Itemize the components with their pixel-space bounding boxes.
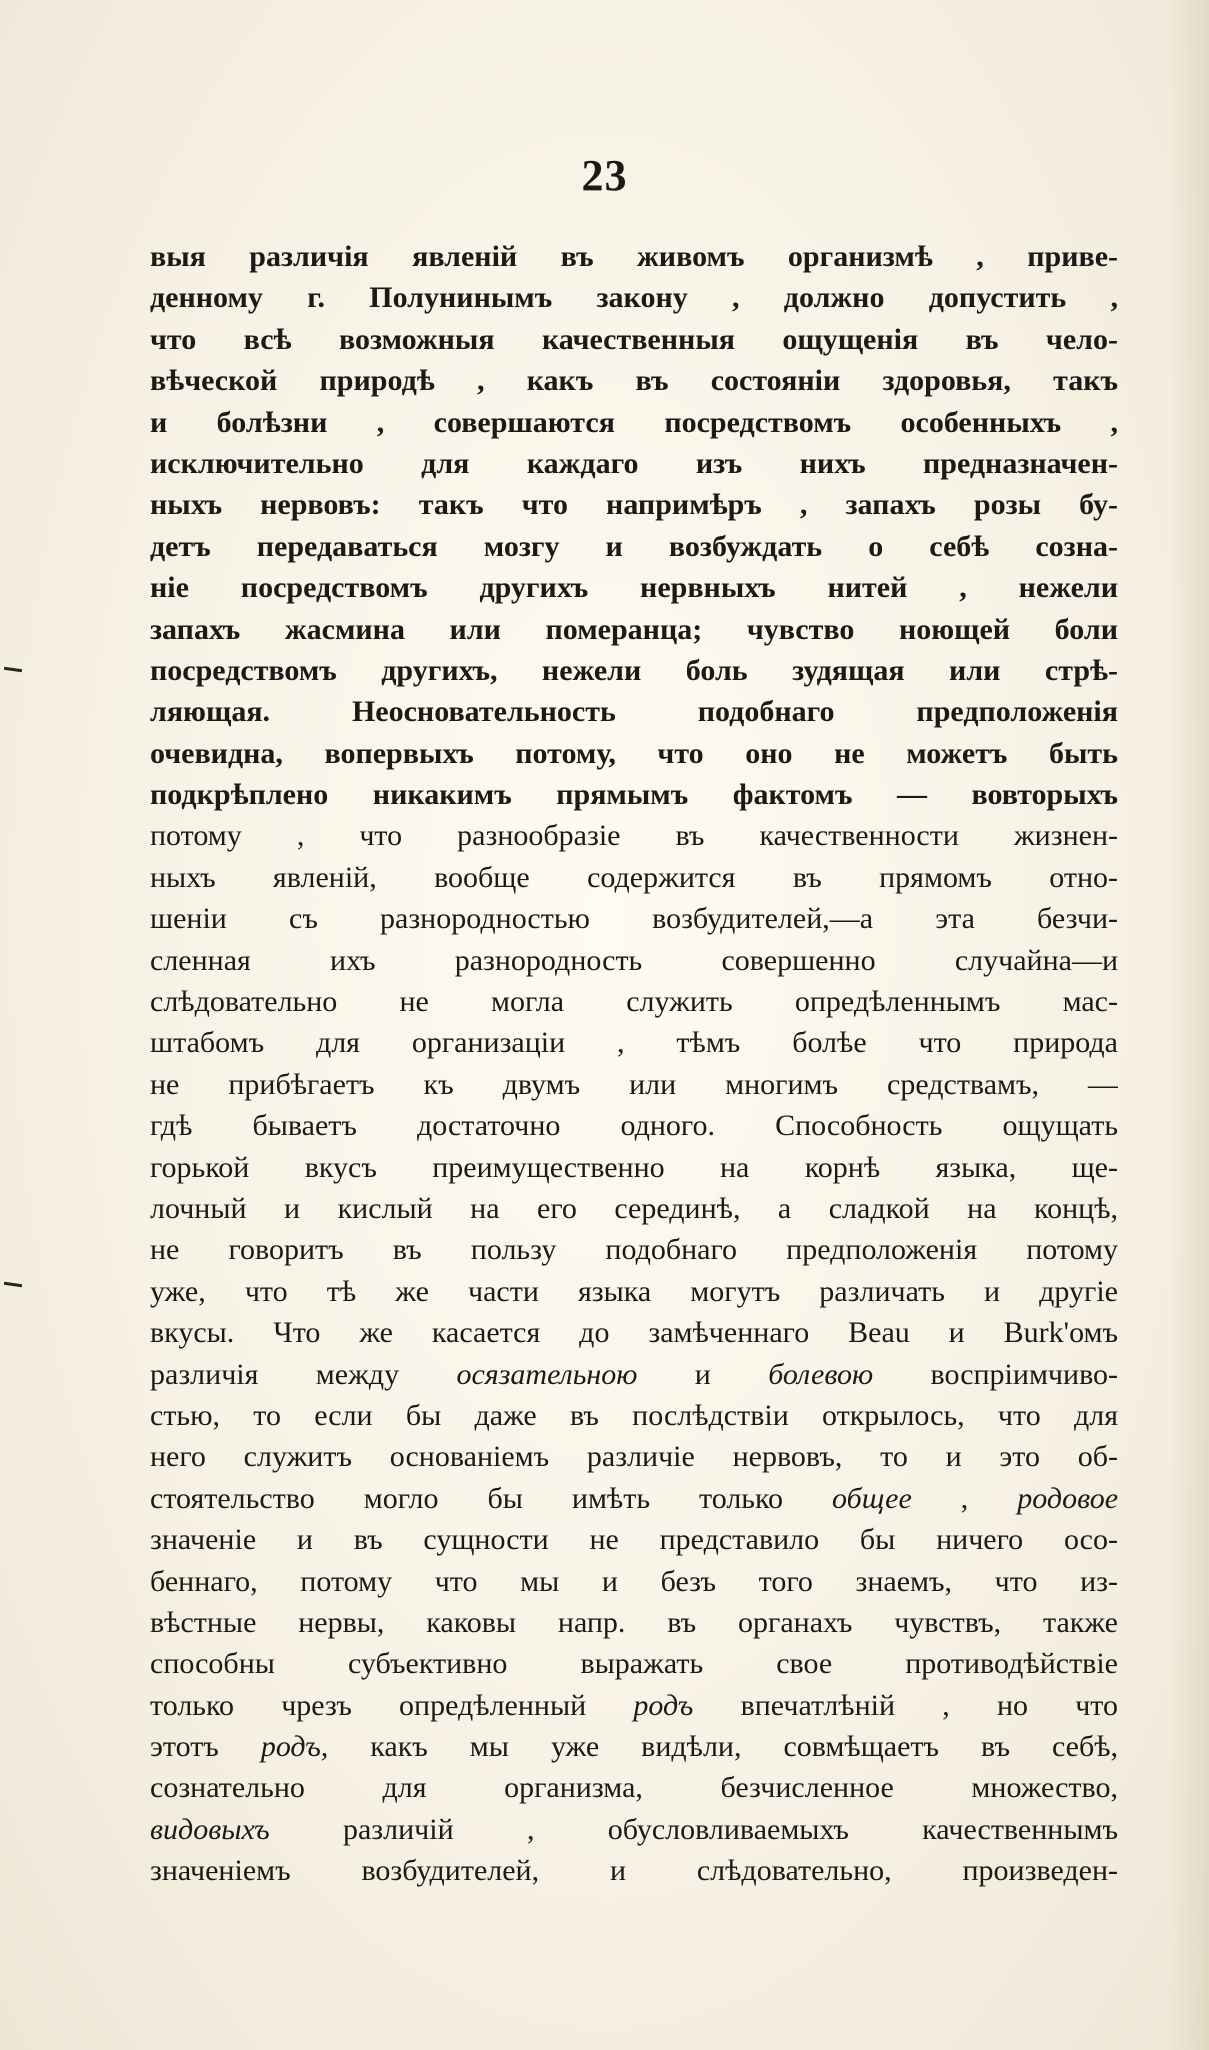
- line-text: штабомъ для организаціи , тѣмъ болѣе что природа: [150, 1026, 1118, 1060]
- line-text: вѣческой природѣ , какъ въ состояніи здоровья, такъ: [150, 364, 1118, 398]
- text-line: [150, 1519, 1118, 1560]
- text-line: [150, 1478, 1118, 1519]
- italic-text: родовое: [1017, 1481, 1118, 1515]
- line-text: этотъ: [150, 1730, 219, 1764]
- line-text: не говоритъ въ пользу подобнаго предположенія потому: [150, 1233, 1118, 1267]
- text-line: [150, 940, 1118, 981]
- italic-text: видовыхъ: [150, 1812, 270, 1846]
- line-text: ніе посредствомъ другихъ нервныхъ нитей , нежели: [150, 571, 1118, 605]
- text-line: [150, 691, 1118, 732]
- line-text: сознательно для организма, безчисленное множество,: [150, 1771, 1118, 1805]
- italic-text: болевою: [768, 1357, 874, 1391]
- line-text: не прибѣгаетъ къ двумъ или многимъ средствамъ, —: [150, 1067, 1118, 1101]
- line-text: вкусы. Что же касается до замѣченнаго Beau и Burk'омъ: [150, 1316, 1118, 1350]
- line-text: потому , что разнообразіе въ качественности жизнен-: [150, 819, 1118, 853]
- line-text: вѣстные нервы, каковы напр. въ органахъ чувствъ, также: [150, 1605, 1118, 1639]
- line-text: подкрѣплено никакимъ прямымъ фактомъ — вовторыхъ: [150, 778, 1118, 812]
- text-line: [150, 319, 1118, 360]
- line-text: денному г. Полунинымъ закону , должно допустить ,: [150, 281, 1118, 315]
- text-line: [150, 567, 1118, 608]
- text-line: [150, 1767, 1118, 1808]
- text-line: [150, 1022, 1118, 1063]
- text-line: [150, 484, 1118, 525]
- page-number: 23: [581, 151, 628, 200]
- text-line: [150, 857, 1118, 898]
- text-line: [150, 1395, 1118, 1436]
- line-text: только чрезъ опредѣленный: [150, 1688, 587, 1722]
- text-line: [150, 1064, 1118, 1105]
- line-text: впечатлѣній , но что: [740, 1688, 1118, 1722]
- line-text: уже, что тѣ же части языка могутъ различать и другіе: [150, 1274, 1118, 1308]
- line-text: ныхъ явленій, вообще содержится въ прямомъ отно-: [150, 860, 1118, 894]
- line-text: шеніи съ разнородностью возбудителей,—а эта безчи-: [150, 902, 1118, 936]
- margin-mark: [4, 667, 22, 672]
- italic-text: родъ: [633, 1688, 694, 1722]
- text-line: [150, 277, 1118, 318]
- text-line: [150, 1685, 1118, 1726]
- line-text: детъ передаваться мозгу и возбуждать о себѣ созна-: [150, 529, 1118, 563]
- text-line: [150, 650, 1118, 691]
- line-text: что всѣ возможныя качественныя ощущенія въ чело-: [150, 322, 1118, 356]
- text-line: [150, 733, 1118, 774]
- text-line: [150, 402, 1118, 443]
- line-text: него служитъ основаніемъ различіе нервовъ, то и это об-: [150, 1440, 1118, 1474]
- line-text: какъ мы уже видѣли, совмѣщаетъ въ себѣ,: [370, 1730, 1118, 1764]
- margin-mark: [4, 1282, 22, 1287]
- line-text: выя различія явленій въ живомъ организмѣ , приве-: [150, 240, 1118, 273]
- body-text: [150, 236, 1118, 1892]
- text-line: [150, 443, 1118, 484]
- line-text: воспріимчиво-: [930, 1357, 1118, 1391]
- line-text: ,: [960, 1481, 969, 1515]
- text-line: [150, 526, 1118, 567]
- text-line: [150, 360, 1118, 401]
- line-text: стоятельство могло бы имѣть только: [150, 1481, 784, 1515]
- text-line: [150, 898, 1118, 939]
- text-line: [150, 1850, 1118, 1891]
- line-text: ныхъ нервовъ: такъ что напримѣръ , запахъ розы бу-: [150, 488, 1118, 522]
- italic-text: общее: [832, 1481, 912, 1515]
- text-line: [150, 1602, 1118, 1643]
- line-text: значеніе и въ сущности не представило бы ничего осо-: [150, 1523, 1118, 1557]
- line-text: и: [694, 1357, 711, 1391]
- line-text: слѣдовательно не могла служить опредѣленнымъ мас-: [150, 985, 1118, 1019]
- italic-text: родъ,: [260, 1730, 329, 1764]
- text-line: [150, 1809, 1118, 1850]
- line-text: беннаго, потому что мы и безъ того знаемъ, что из-: [150, 1564, 1118, 1598]
- text-line: [150, 981, 1118, 1022]
- line-text: очевидна, вопервыхъ потому, что оно не можетъ быть: [150, 736, 1118, 770]
- text-line: [150, 815, 1118, 856]
- line-text: и болѣзни , совершаются посредствомъ особенныхъ ,: [150, 405, 1118, 439]
- text-line: [150, 1726, 1118, 1767]
- line-text: лочный и кислый на его серединѣ, а сладкой на концѣ,: [150, 1191, 1118, 1225]
- line-text: сленная ихъ разнородность совершенно случайна—и: [150, 943, 1118, 977]
- text-line: [150, 1147, 1118, 1188]
- text-line: [150, 1188, 1118, 1229]
- text-line: [150, 1229, 1118, 1270]
- text-line: [150, 236, 1118, 277]
- text-line: [150, 609, 1118, 650]
- line-text: значеніемъ возбудителей, и слѣдовательно, произведен-: [150, 1854, 1118, 1888]
- text-line: [150, 1436, 1118, 1477]
- line-text: исключительно для каждаго изъ нихъ предназначен-: [150, 446, 1118, 480]
- line-text: горькой вкусъ преимущественно на корнѣ языка, ще-: [150, 1150, 1118, 1184]
- line-text: различій , обусловливаемыхъ качественнымъ: [342, 1812, 1118, 1846]
- text-line: [150, 1105, 1118, 1146]
- line-text: запахъ жасмина или померанца; чувство ноющей боли: [150, 612, 1118, 646]
- text-line: [150, 1271, 1118, 1312]
- text-line: [150, 774, 1118, 815]
- line-text: посредствомъ другихъ, нежели боль зудящая или стрѣ-: [150, 653, 1118, 687]
- line-text: способны субъективно выражать свое противодѣйствіе: [150, 1647, 1118, 1681]
- page-edge-shadow: [1169, 0, 1209, 2050]
- line-text: ляющая. Неосновательность подобнаго предположенія: [150, 695, 1118, 729]
- line-text: гдѣ бываетъ достаточно одного. Способность ощущать: [150, 1109, 1118, 1143]
- line-text: стью, то если бы даже въ послѣдствіи открылось, что для: [150, 1398, 1118, 1432]
- line-text: различія между: [150, 1357, 400, 1391]
- text-line: [150, 1312, 1118, 1353]
- text-line: [150, 1643, 1118, 1684]
- italic-text: осязательною: [456, 1357, 638, 1391]
- text-line: [150, 1561, 1118, 1602]
- text-line: [150, 1354, 1118, 1395]
